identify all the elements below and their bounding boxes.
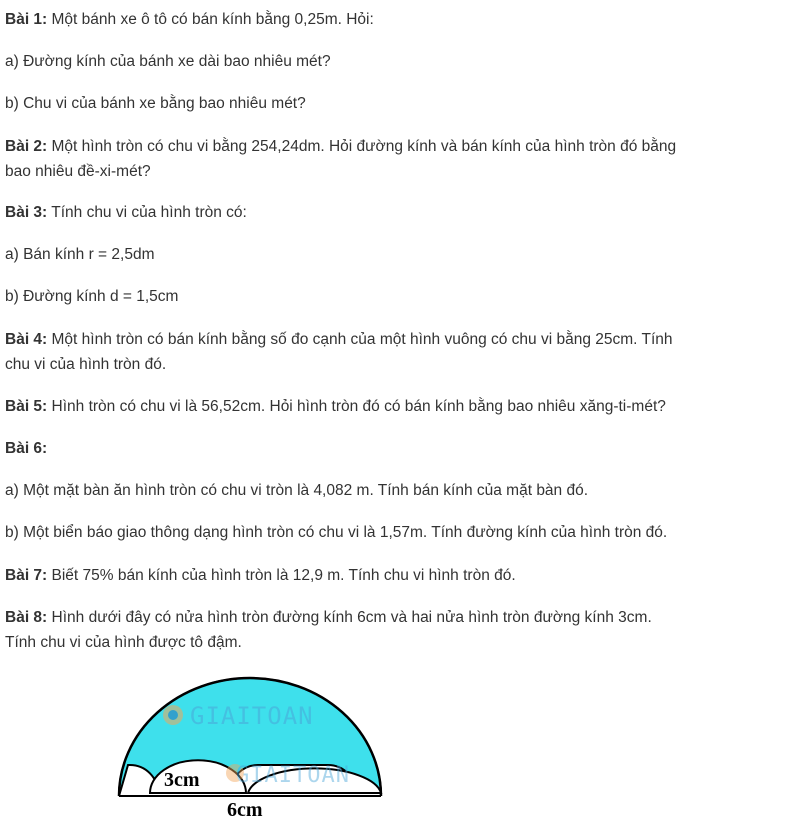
problem-2-label: Bài 2: — [5, 138, 48, 155]
problem-1a: a) Đường kính của bánh xe dài bao nhiêu mét? — [5, 53, 331, 70]
problem-3a: a) Bán kính r = 2,5dm — [5, 246, 155, 263]
problem-3-label: Bài 3: — [5, 204, 48, 221]
problem-2-text: Một hình tròn có chu vi bằng 254,24dm. Hỏi đường kính và bán kính của hình tròn đó bằng — [47, 138, 677, 155]
watermark-text-bottom: GIAITOAN — [236, 763, 350, 788]
problem-6b: b) Một biển báo giao thông dạng hình tròn có chu vi là 1,57m. Tính đường kính của hình tròn đó. — [5, 524, 668, 541]
problem-5-label: Bài 5: — [5, 398, 48, 415]
problem-1b: b) Chu vi của bánh xe bằng bao nhiêu mét? — [5, 95, 306, 112]
problem-8-text: Hình dưới đây có nửa hình tròn đường kính 6cm và hai nửa hình tròn đường kính 3cm. — [47, 609, 652, 626]
problem-6-label: Bài 6: — [5, 440, 48, 457]
problem-7-text: Biết 75% bán kính của hình tròn là 12,9 m. Tính chu vi hình tròn đó. — [47, 567, 516, 584]
problem-1 — [5, 8, 374, 32]
problem-4-line2: chu vi của hình tròn đó. — [5, 356, 167, 373]
problem-4-label: Bài 4: — [5, 331, 48, 348]
label-3cm: 3cm — [164, 769, 200, 791]
problem-2 — [5, 135, 676, 159]
problem-8 — [5, 606, 652, 630]
problem-4-text: Một hình tròn có bán kính bằng số đo cạnh của một hình vuông có chu vi bằng 25cm. Tính — [47, 331, 673, 348]
problem-7 — [5, 564, 516, 588]
watermark-logo-bottom — [226, 763, 350, 788]
problem-1-text: Một bánh xe ô tô có bán kính bằng 0,25m. Hỏi: — [47, 11, 374, 28]
problem-3b: b) Đường kính d = 1,5cm — [5, 288, 179, 305]
watermark-text-top: GIAITOAN — [190, 702, 314, 730]
problem-3-text: Tính chu vi của hình tròn có: — [47, 204, 247, 221]
problem-6 — [5, 437, 47, 461]
problem-5-text: Hình tròn có chu vi là 56,52cm. Hỏi hình tròn đó có bán kính bằng bao nhiêu xăng-ti-mét? — [47, 398, 666, 415]
problem-8-label: Bài 8: — [5, 609, 48, 626]
problem-5 — [5, 395, 666, 419]
problem-3 — [5, 201, 247, 225]
semicircle-figure — [110, 670, 400, 821]
problem-7-label: Bài 7: — [5, 567, 48, 584]
problem-8-line2: Tính chu vi của hình được tô đậm. — [5, 634, 242, 651]
problem-4 — [5, 328, 673, 352]
problem-6a: a) Một mặt bàn ăn hình tròn có chu vi tròn là 4,082 m. Tính bán kính của mặt bàn đó. — [5, 482, 589, 499]
semicircle-figure-svg — [110, 670, 400, 821]
label-6cm: 6cm — [227, 799, 263, 821]
problem-1-label: Bài 1: — [5, 11, 48, 28]
problem-2-line2: bao nhiêu đề-xi-mét? — [5, 163, 151, 180]
